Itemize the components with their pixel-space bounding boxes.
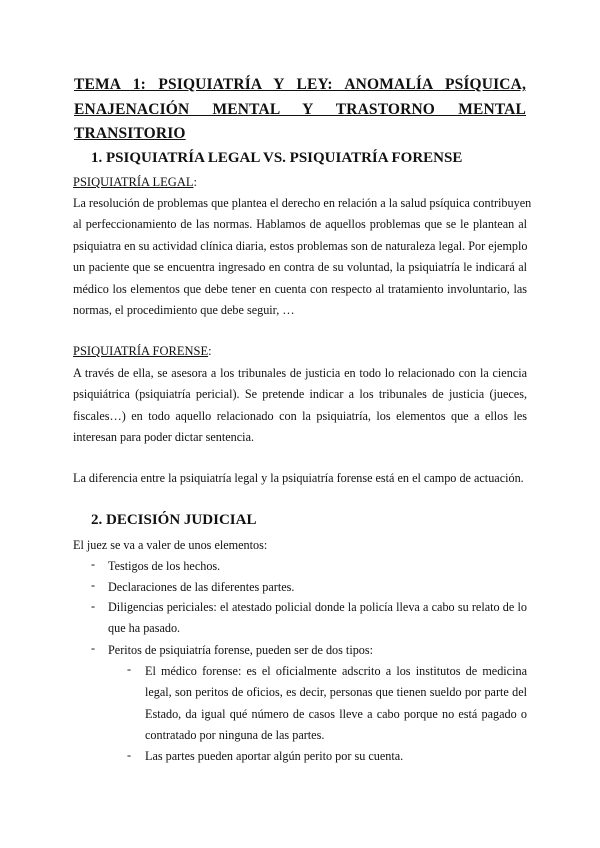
sub-item-line: legal, son peritos de oficios, es decir, personas que tienen sueldo por parte del xyxy=(145,685,527,700)
paragraph-line: fiscales…) en todo aquello relacionado con la psiquiatría, los elementos que a ellos les xyxy=(73,408,527,423)
sub-item-partes: Las partes pueden aportar algún perito por su cuenta. xyxy=(145,749,404,763)
paragraph-line: interesan para poder dictar sentencia. xyxy=(73,430,255,445)
document-title xyxy=(74,73,526,147)
paragraph-line: psiquiátrica (psiquiatría pericial). Se pretende indicar a los tribunales de justicia (jueces, xyxy=(73,387,527,402)
list-item-diligencias xyxy=(108,597,527,640)
sub-bullet-dash: - xyxy=(127,662,132,676)
paragraph-line: La diferencia entre la psiquiatría legal y la psiquiatría forense está en el campo de actuación. xyxy=(73,471,524,485)
psiquiatria-legal-colon: : xyxy=(193,175,197,189)
paragraph-line: un paciente que se encuentra ingresado en contra de su voluntad, la psiquiatría le indicará al xyxy=(73,260,527,275)
psiquiatria-legal-label: PSIQUIATRÍA LEGAL xyxy=(73,175,194,189)
bullet-dash: - xyxy=(91,578,96,592)
bullet-dash: - xyxy=(91,641,96,655)
sub-item-medico-forense xyxy=(145,661,527,746)
section-2-heading: 2. DECISIÓN JUDICIAL xyxy=(91,512,257,528)
sub-item-line: El médico forense: es el oficialmente adscrito a los institutos de medicina xyxy=(145,664,527,678)
psiquiatria-forense-subheading xyxy=(73,344,212,359)
bullet-dash: - xyxy=(91,557,96,571)
list-item-line: Diligencias periciales: el atestado policial donde la policía lleva a cabo su relato de lo xyxy=(108,600,527,614)
title-line-1: TEMA 1: PSIQUIATRÍA Y LEY: ANOMALÍA PSÍQUICA, xyxy=(74,76,526,93)
psiquiatria-legal-subheading xyxy=(73,175,197,190)
psiquiatria-legal-paragraph xyxy=(73,193,532,321)
psiquiatria-forense-colon: : xyxy=(208,344,212,358)
psiquiatria-forense-label: PSIQUIATRÍA FORENSE xyxy=(73,344,209,358)
section-2-intro: El juez se va a valer de unos elementos: xyxy=(73,538,268,552)
psiquiatria-forense-paragraph xyxy=(73,363,527,449)
list-item: Declaraciones de las diferentes partes. xyxy=(108,580,295,594)
sub-bullet-dash: - xyxy=(127,748,132,762)
paragraph-line: médico los elementos que debe tener en cuenta con respecto al tratamiento involuntario, las xyxy=(73,281,527,296)
bullet-dash: - xyxy=(91,599,96,613)
title-line-2: ENAJENACIÓN MENTAL Y TRASTORNO MENTAL xyxy=(74,100,526,118)
paragraph-line: A través de ella, se asesora a los tribunales de justicia en todo lo relacionado con la ciencia xyxy=(73,366,527,380)
paragraph-line: al perfeccionamiento de las normas. Hablamos de aquellos problemas que se le plantean al xyxy=(73,217,527,232)
sub-item-line: Estado, da igual qué número de casos lleve a cabo porque no está pagado o xyxy=(145,706,527,721)
paragraph-line: normas, el procedimiento que debe seguir, … xyxy=(73,303,295,318)
list-item: Peritos de psiquiatría forense, pueden ser de dos tipos: xyxy=(108,643,374,657)
difference-paragraph xyxy=(73,468,527,489)
section-1-heading: 1. PSIQUIATRÍA LEGAL VS. PSIQUIATRÍA FORENSE xyxy=(91,150,463,166)
title-line-3: TRANSITORIO xyxy=(74,125,186,142)
paragraph-line: La resolución de problemas que plantea el derecho en relación a la salud psíquica contribuyen xyxy=(73,196,532,210)
paragraph-line: psiquiatra en su actividad clínica diaria, estos problemas son de naturaleza legal. Por ejemplo xyxy=(73,238,528,253)
list-item-line: que ha pasado. xyxy=(108,621,181,636)
list-item: Testigos de los hechos. xyxy=(108,559,221,573)
sub-item-line: contratado por ninguna de las partes. xyxy=(145,727,325,742)
